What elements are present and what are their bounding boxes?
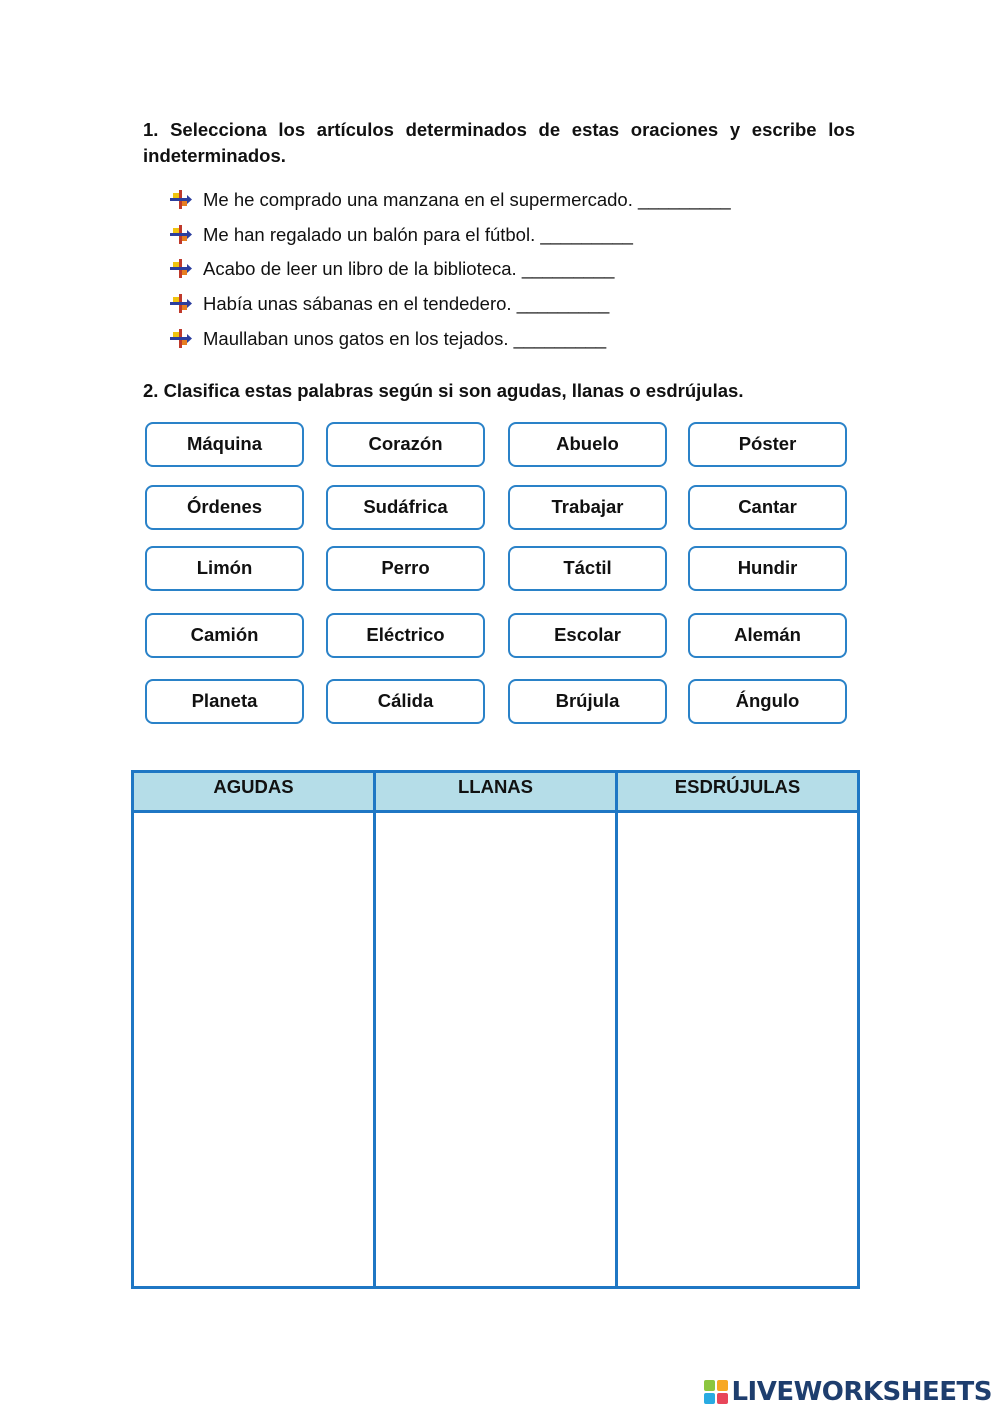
word-box[interactable]: Perro xyxy=(326,546,485,591)
drop-zone-esdrujulas[interactable] xyxy=(618,813,857,1286)
word-box[interactable]: Hundir xyxy=(688,546,847,591)
sentence-item xyxy=(170,186,731,221)
word-box[interactable]: Abuelo xyxy=(508,422,667,467)
word-box[interactable]: Camión xyxy=(145,613,304,658)
drop-zone-llanas[interactable] xyxy=(376,813,615,1286)
arrow-bullet-icon xyxy=(170,294,192,314)
word-box[interactable]: Máquina xyxy=(145,422,304,467)
sentence-item xyxy=(170,221,731,256)
arrow-bullet-icon xyxy=(170,225,192,245)
word-box[interactable]: Corazón xyxy=(326,422,485,467)
logo-text: LIVEWORKSHEETS xyxy=(731,1377,992,1407)
sentence-item xyxy=(170,290,731,325)
column-header: ESDRÚJULAS xyxy=(618,773,857,813)
arrow-bullet-icon xyxy=(170,329,192,349)
word-box[interactable]: Escolar xyxy=(508,613,667,658)
word-box[interactable]: Cálida xyxy=(326,679,485,724)
word-box[interactable]: Alemán xyxy=(688,613,847,658)
word-box[interactable]: Limón xyxy=(145,546,304,591)
column-header: AGUDAS xyxy=(134,773,373,813)
exercise-1-title: 1. Selecciona los artículos determinados de estas oraciones y escribe los indeterminados. xyxy=(143,119,855,166)
word-box[interactable]: Eléctrico xyxy=(326,613,485,658)
word-box[interactable]: Ángulo xyxy=(688,679,847,724)
sentence-text: Acabo de leer un libro de la biblioteca. _________ xyxy=(203,258,615,280)
arrow-bullet-icon xyxy=(170,259,192,279)
sentence-text: Me he comprado una manzana en el supermercado. _________ xyxy=(203,189,731,210)
sentence-item xyxy=(170,255,731,290)
word-box[interactable]: Planeta xyxy=(145,679,304,724)
drop-zone-agudas[interactable] xyxy=(134,813,373,1286)
column-header: LLANAS xyxy=(376,773,615,813)
sentence-list xyxy=(170,186,731,359)
word-box[interactable]: Brújula xyxy=(508,679,667,724)
arrow-bullet-icon xyxy=(170,190,192,210)
word-grid xyxy=(145,422,852,730)
word-box[interactable]: Táctil xyxy=(508,546,667,591)
column-llanas xyxy=(376,773,618,1286)
sentence-item xyxy=(170,325,731,360)
column-agudas xyxy=(134,773,376,1286)
classification-table xyxy=(131,770,860,1289)
word-box[interactable]: Trabajar xyxy=(508,485,667,530)
word-box[interactable]: Órdenes xyxy=(145,485,304,530)
sentence-text: Me han regalado un balón para el fútbol. _________ xyxy=(203,223,633,245)
column-esdrujulas xyxy=(618,773,857,1286)
word-box[interactable]: Sudáfrica xyxy=(326,485,485,530)
logo-mark-icon xyxy=(704,1380,728,1404)
sentence-text: Había unas sábanas en el tendedero. _________ xyxy=(203,293,610,315)
word-box[interactable]: Cantar xyxy=(688,485,847,530)
word-box[interactable]: Póster xyxy=(688,422,847,467)
liveworksheets-logo xyxy=(704,1377,992,1407)
sentence-text: Maullaban unos gatos en los tejados. _________ xyxy=(203,327,607,349)
exercise-2-title: 2. Clasifica estas palabras según si son agudas, llanas o esdrújulas. xyxy=(143,380,744,401)
